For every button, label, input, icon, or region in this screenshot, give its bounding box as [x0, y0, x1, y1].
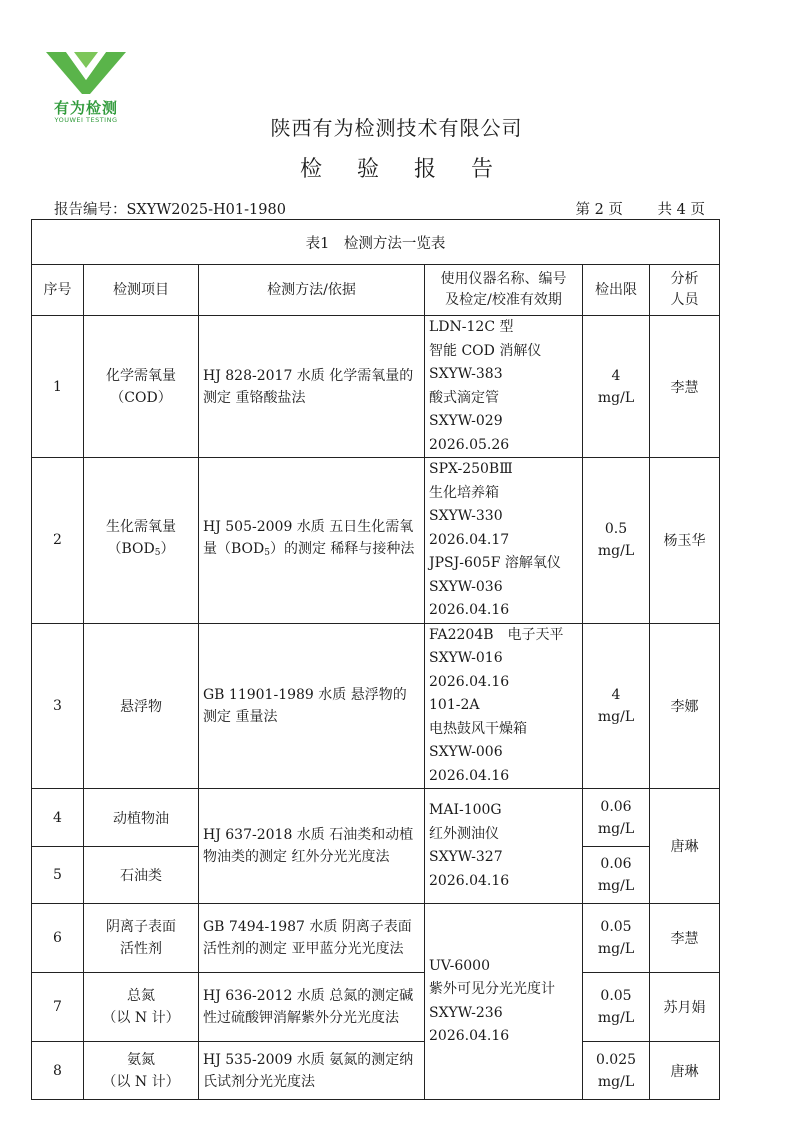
row-method: HJ 535-2009 水质 氨氮的测定纳氏试剂分光光度法 [199, 1042, 425, 1100]
row-instrument: LDN-12C 型 智能 COD 消解仪 SXYW-383 酸式滴定管 SXYW-029 2026.05.26 [425, 316, 583, 458]
row-instrument: UV-6000 紫外可见分光光度计 SXYW-236 2026.04.16 [425, 904, 583, 1100]
row-item: 生化需氧量 $(BOD_5)$ [84, 458, 199, 624]
table-row [32, 458, 720, 624]
table-caption-row [32, 220, 720, 265]
row-method: HJ 637-2018 水质 石油类和动植物油类的测定 红外分光光度法 [199, 789, 425, 904]
row-limit: 4 mg/L [583, 623, 650, 789]
row-analyst: 李慧 [650, 904, 720, 973]
row-method: HJ 636-2012 水质 总氮的测定碱性过硫酸钾消解紫外分光光度法 [199, 973, 425, 1042]
row-no: 1 [32, 316, 84, 458]
document-title: 检 验 报 告 [300, 157, 507, 182]
row-limit: 0.05 mg/L [583, 973, 650, 1042]
table-row [32, 973, 720, 1042]
table-row [32, 316, 720, 458]
header-limit: 检出限 [583, 265, 650, 316]
header-analyst: 分析 人员 [650, 265, 720, 316]
row-no: 5 [32, 847, 84, 904]
header-item: 检测项目 [84, 265, 199, 316]
row-analyst: 唐琳 [650, 1042, 720, 1100]
row-method: GB 7494-1987 水质 阴离子表面活性剂的测定 亚甲蓝分光光度法 [199, 904, 425, 973]
row-limit: 0.06 mg/L [583, 789, 650, 847]
row-item: 悬浮物 [84, 623, 199, 789]
row-method: HJ 505-2009 水质 五日生化需氧量$(BOD_5)$的测定 稀释与接种法 [199, 458, 425, 624]
row-item: 氨氮 （以 N 计） [84, 1042, 199, 1100]
table-row [32, 1042, 720, 1100]
row-limit: 0.05 mg/L [583, 904, 650, 973]
table-row [32, 623, 720, 789]
row-no: 3 [32, 623, 84, 789]
row-no: 8 [32, 1042, 84, 1100]
logo-w-icon [44, 50, 128, 96]
page-total: 共 4 页 [657, 202, 705, 218]
row-analyst: 李娜 [650, 623, 720, 789]
row-limit: 0.025 mg/L [583, 1042, 650, 1100]
header-no: 序号 [32, 265, 84, 316]
row-instrument: SPX-250BⅢ 生化培养箱 SXYW-330 2026.04.17 JPSJ-605F 溶解氧仪 SXYW-036 2026.04.16 [425, 458, 583, 624]
logo-name-en: YOUWEI TESTING [54, 116, 118, 124]
row-item: 化学需氧量 （COD） [84, 316, 199, 458]
table-row [32, 904, 720, 973]
row-item: 动植物油 [84, 789, 199, 847]
methods-table [31, 219, 720, 1100]
row-item: 阴离子表面 活性剂 [84, 904, 199, 973]
report-number: 报告编号：SXYW2025-H01-1980 [54, 202, 286, 218]
row-limit: 0.06 mg/L [583, 847, 650, 904]
header-method: 检测方法/依据 [199, 265, 425, 316]
row-instrument: FA2204B 电子天平 SXYW-016 2026.04.16 101-2A 电热鼓风干燥箱 SXYW-006 2026.04.16 [425, 623, 583, 789]
row-limit: 0.5 mg/L [583, 458, 650, 624]
row-method: GB 11901-1989 水质 悬浮物的测定 重量法 [199, 623, 425, 789]
row-analyst: 李慧 [650, 316, 720, 458]
page-info [571, 198, 705, 219]
row-limit: 4 mg/L [583, 316, 650, 458]
row-item: 石油类 [84, 847, 199, 904]
table-caption: 表1 检测方法一览表 [32, 220, 720, 265]
header-instrument: 使用仪器名称、编号 及检定/校准有效期 [425, 265, 583, 316]
row-no: 4 [32, 789, 84, 847]
table-header-row [32, 265, 720, 316]
company-name: 陕西有为检测技术有限公司 [270, 116, 523, 140]
row-analyst: 杨玉华 [650, 458, 720, 624]
row-item: 总氮 （以 N 计） [84, 973, 199, 1042]
table-row [32, 789, 720, 847]
logo-name-cn: 有为检测 [53, 99, 118, 117]
row-no: 6 [32, 904, 84, 973]
row-no: 7 [32, 973, 84, 1042]
row-analyst: 苏月娟 [650, 973, 720, 1042]
row-analyst: 唐琳 [650, 789, 720, 904]
row-instrument: MAI-100G 红外测油仪 SXYW-327 2026.04.16 [425, 789, 583, 904]
row-method: HJ 828-2017 水质 化学需氧量的测定 重铬酸盐法 [199, 316, 425, 458]
row-no: 2 [32, 458, 84, 624]
page-current: 第 2 页 [575, 202, 623, 218]
